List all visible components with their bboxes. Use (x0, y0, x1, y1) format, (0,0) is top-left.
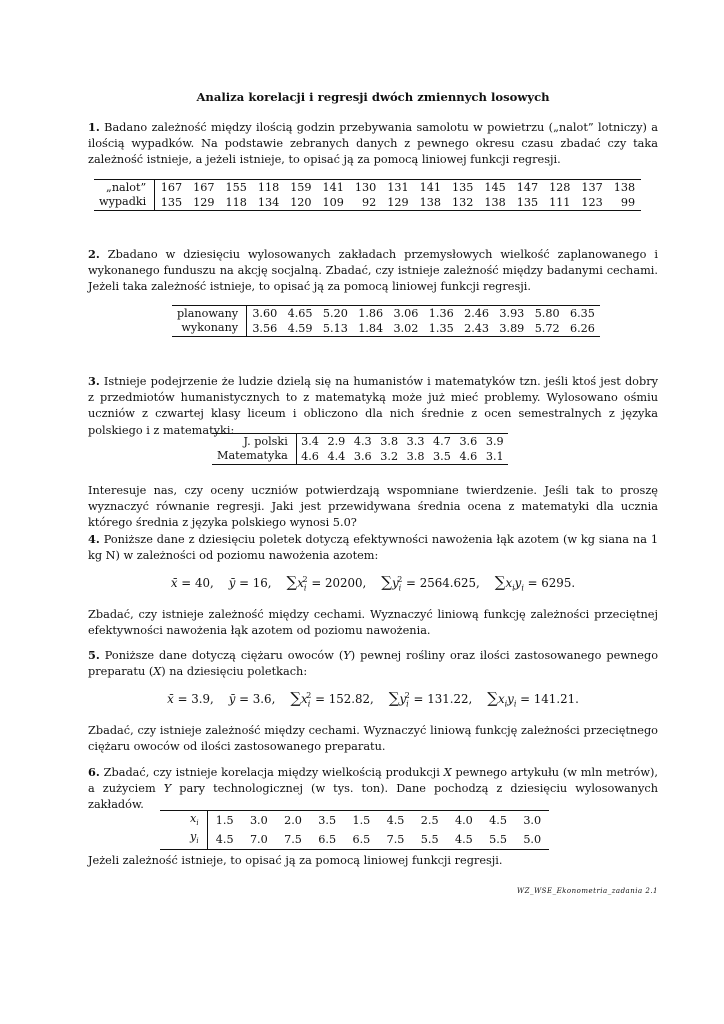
table-cell: 3.5 (429, 449, 455, 465)
table-cell: 3.0 (242, 811, 276, 831)
table-cell: 7.0 (242, 830, 276, 850)
table-cell: 120 (285, 195, 317, 211)
table-cell: 6.35 (565, 306, 600, 322)
problem-text: Jeżeli zależność istnieje, to opisać ją za pomocą liniowej funkcji regresji. (88, 854, 503, 867)
table-cell: 4.6 (296, 449, 323, 465)
ybar-value: 16 (252, 576, 268, 590)
table-cell: 4.0 (447, 811, 481, 831)
table-cell: 3.06 (388, 306, 423, 322)
sum-y2-value: 2564.625 (419, 576, 476, 590)
table-cell: 3.6 (455, 434, 481, 450)
table-cell: 92 (349, 195, 381, 211)
problem-text: Badano zależność między ilością godzin przebywania samolotu w powietrzu („nalot” lotniczy) a ilością wypadków. Na podstawie zebranych danych z pewnego okresu czasu zbadać czy taka zależność istnieje, a jeżeli istnieje, to opisać ją za pomocą liniowej funkcji regresji. (88, 121, 658, 167)
table-cell: 1.84 (353, 321, 388, 337)
table-cell: 109 (317, 195, 349, 211)
table-cell: 167 (155, 180, 188, 196)
table-cell: 138 (479, 195, 511, 211)
problem-text: ) na dziesięciu poletkach: (161, 665, 308, 679)
table-cell: 3.56 (247, 321, 283, 337)
ybar-value: 3.6 (252, 692, 272, 706)
variable-x: X (153, 665, 162, 679)
table-cell: 118 (220, 195, 252, 211)
table-cell: 1.35 (424, 321, 459, 337)
problem-number: 1. (88, 120, 100, 134)
table-cell: 4.5 (378, 811, 412, 831)
problem-text: Zbadać, czy istnieje zależność między cechami. Wyznaczyć liniową funkcję zależności przeciętnego ciężaru owoców od ilości zastosowanego preparatu. (88, 724, 658, 754)
sum-xy-value: 6295 (541, 576, 572, 590)
table-cell: 4.5 (481, 811, 515, 831)
table-cell: 167 (188, 180, 220, 196)
table-cell: 130 (349, 180, 381, 196)
page-title: Analiza korelacji i regresji dwóch zmiennych losowych (196, 90, 550, 104)
row-label: wykonany (172, 321, 247, 337)
table-cell: 5.72 (530, 321, 565, 337)
table-cell: 134 (252, 195, 284, 211)
variable-y: Y (163, 782, 172, 796)
table-cell: 5.0 (515, 830, 549, 850)
table-cell: 6.5 (310, 830, 344, 850)
table-cell: 99 (608, 195, 640, 211)
problem-3 (88, 373, 658, 439)
table-cell: 4.6 (455, 449, 481, 465)
table-cell: 4.5 (447, 830, 481, 850)
table-cell: 2.0 (276, 811, 310, 831)
xbar-value: 40 (194, 576, 210, 590)
table-planowany-wykonany (172, 305, 600, 337)
variable-y: Y (343, 649, 351, 662)
row-label: $x_i$ (160, 811, 207, 831)
problem-text: Poniższe dane dotyczą ciężaru owoców ( (104, 649, 344, 662)
table-cell: 141 (317, 180, 349, 196)
table-cell: 3.2 (376, 449, 402, 465)
table-cell: 3.93 (494, 306, 529, 322)
table-cell: 7.5 (378, 830, 412, 850)
problem-number: 2. (88, 247, 100, 261)
problem-4-question (88, 607, 658, 639)
table-cell: 131 (382, 180, 414, 196)
sum-y2-value: 131.22 (427, 692, 469, 706)
problem-text: Zbadano w dziesięciu wylosowanych zakładach przemysłowych wielkość zaplanowanego i wykonanego funduszu na akcję socjalną. Zbadać, czy istnieje zależność między badanymi cechami. Jeżeli taka zależność istnieje, to opisać ją za pomocą liniowej funkcji regresji. (88, 248, 658, 294)
table-xi-yi (160, 810, 549, 850)
table-cell: 3.89 (494, 321, 529, 337)
document-page (88, 0, 658, 1024)
problem-text: Interesuje nas, czy oceny uczniów potwierdzają wspomniane twierdzenie. Jeśli tak to proszę wyznaczyć równanie regresji. Jaki jest przewidywana średnia ocena z matematyki dla ucznia którego średnia z języka polskiego wynosi 5.0? (88, 484, 658, 530)
table-cell: 5.5 (413, 830, 447, 850)
table-cell: 4.7 (429, 434, 455, 450)
problem-5 (88, 647, 658, 680)
problem-number: 4. (88, 532, 100, 546)
table-cell: 141 (414, 180, 446, 196)
table-cell: 147 (511, 180, 543, 196)
table-cell: 4.3 (350, 434, 376, 450)
table-cell: 3.8 (402, 449, 428, 465)
table-cell: 3.3 (402, 434, 428, 450)
row-label: „nalot” (94, 180, 155, 196)
table-cell: 1.36 (424, 306, 459, 322)
table-cell: 155 (220, 180, 252, 196)
sum-x2-value: 20200 (324, 576, 363, 590)
formula-problem-4: x̄ = 40, ȳ = 16, $\sum x_i^2 = 20200$, $\sum y_i^2 = 2564.625$, $\sum x_iy_i = 6295$. (170, 573, 576, 593)
problem-text: Zbadać, czy istnieje zależność między cechami. Wyznaczyć liniową funkcję zależności przeciętnej efektywności nawożenia łąk azotem od poziomu nawożenia. (88, 608, 658, 638)
table-cell: 3.1 (482, 449, 508, 465)
table-cell: 2.9 (323, 434, 349, 450)
table-cell: 135 (155, 195, 188, 211)
xbar-value: 3.9 (191, 692, 210, 706)
problem-text: ) pewnej rośliny oraz ilości zastosowanego pewnego preparatu ( (88, 649, 658, 679)
table-cell: 132 (446, 195, 478, 211)
variable-x: X (443, 766, 452, 779)
table-polski-matematyka (212, 433, 508, 465)
table-cell: 1.5 (344, 811, 378, 831)
problem-6-question (88, 853, 658, 869)
sum-x2-value: 152.82 (328, 692, 371, 706)
table-cell: 2.5 (413, 811, 447, 831)
table-cell: 3.5 (310, 811, 344, 831)
table-cell: 123 (576, 195, 608, 211)
table-cell: 129 (382, 195, 414, 211)
table-cell: 138 (608, 180, 640, 196)
table-cell: 5.5 (481, 830, 515, 850)
sum-xy-value: 141.21 (533, 692, 576, 706)
table-cell: 2.46 (459, 306, 494, 322)
problem-4 (88, 531, 658, 564)
table-cell: 111 (544, 195, 576, 211)
problem-text: pewnego artykułu (w mln metrów), a zużyciem (88, 766, 658, 796)
table-cell: 7.5 (276, 830, 310, 850)
table-cell: 5.20 (318, 306, 353, 322)
table-cell: 2.43 (459, 321, 494, 337)
table-cell: 5.13 (318, 321, 353, 337)
table-cell: 3.9 (482, 434, 508, 450)
table-cell: 137 (576, 180, 608, 196)
table-cell: 3.4 (296, 434, 323, 450)
problem-6 (88, 764, 658, 814)
problem-5-question (88, 723, 658, 755)
row-label: wypadki (94, 195, 155, 211)
row-label: $y_i$ (160, 830, 207, 850)
table-cell: 3.6 (350, 449, 376, 465)
table-cell: 3.8 (376, 434, 402, 450)
problem-text: Zbadać, czy istnieje korelacja między wielkością produkcji (103, 766, 444, 779)
problem-number: 3. (88, 374, 100, 388)
page-footer: WZ_WSE_Ekonometria_zadania 2.1 (516, 887, 658, 895)
table-cell: 118 (252, 180, 284, 196)
table-cell: 1.5 (207, 811, 242, 831)
table-cell: 4.65 (282, 306, 317, 322)
table-cell: 135 (511, 195, 543, 211)
table-cell: 3.60 (247, 306, 283, 322)
problem-1 (88, 119, 658, 169)
table-cell: 4.4 (323, 449, 349, 465)
table-cell: 145 (479, 180, 511, 196)
table-nalot-wypadki (94, 179, 641, 211)
table-cell: 3.0 (515, 811, 549, 831)
table-cell: 159 (285, 180, 317, 196)
problem-3-question (88, 483, 658, 532)
row-label: planowany (172, 306, 247, 322)
problem-number: 5. (88, 648, 100, 662)
problem-2 (88, 246, 658, 296)
table-cell: 1.86 (353, 306, 388, 322)
problem-number: 6. (88, 765, 100, 779)
row-label: Matematyka (212, 449, 296, 465)
problem-text: Istnieje podejrzenie że ludzie dzielą się na humanistów i matematyków tzn. jeśli ktoś jest dobry z przedmiotów humanistycznych to z matematyką może już mieć problemy. Wylosowano ośmiu uczniów z czwartej klasy liceum i obliczono dla nich średnie z ocen semestralnych z języka polskiego i z matematyki: (88, 375, 658, 437)
row-label: J. polski (212, 434, 296, 450)
table-cell: 135 (446, 180, 478, 196)
table-cell: 138 (414, 195, 446, 211)
table-cell: 6.5 (344, 830, 378, 850)
table-cell: 128 (544, 180, 576, 196)
table-cell: 3.02 (388, 321, 423, 337)
table-cell: 5.80 (530, 306, 565, 322)
formula-problem-5: x̄ = 3.9, ȳ = 3.6, $\sum x_i^2 = 152.82$, $\sum y_i^2 = 131.22$, $\sum x_iy_i = 141.21$. (167, 689, 579, 709)
problem-text: Poniższe dane z dziesięciu poletek dotyczą efektywności nawożenia łąk azotem (w kg siana na 1 kg N) w zależności od poziomu nawożenia azotem: (88, 533, 659, 563)
table-cell: 4.59 (282, 321, 317, 337)
table-cell: 6.26 (565, 321, 600, 337)
table-cell: 4.5 (207, 830, 242, 850)
table-cell: 129 (188, 195, 220, 211)
problem-text: pary technologicznej (w tys. ton). Dane pochodzą z dziesięciu wylosowanych zakładów. (88, 782, 658, 812)
